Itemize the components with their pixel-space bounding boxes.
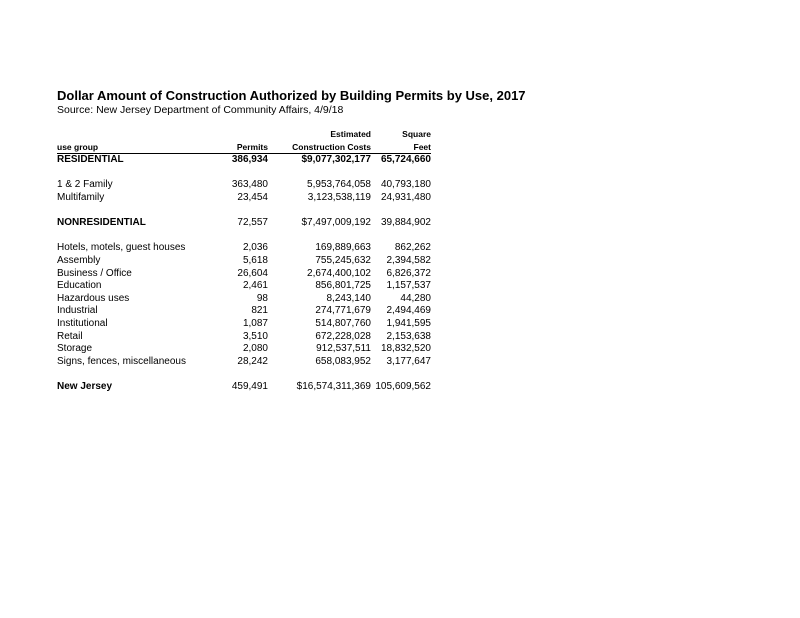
row-label: Assembly [57, 254, 101, 266]
header-use-group: use group [57, 141, 217, 154]
document-title: Dollar Amount of Construction Authorized by Building Permits by Use, 2017 [57, 88, 526, 103]
header-row-1 [57, 128, 431, 141]
table-row-education [57, 280, 431, 293]
row-permits: 3,510 [242, 330, 268, 342]
row-feet: 2,394,582 [386, 254, 431, 266]
row-permits: 459,491 [231, 380, 268, 392]
header-square: Square [402, 129, 431, 139]
header-row-2 [57, 141, 431, 154]
row-feet: 6,826,372 [386, 267, 431, 279]
row-label: Institutional [57, 317, 108, 329]
row-costs: 3,123,538,119 [307, 191, 371, 203]
row-feet: 862,262 [394, 242, 431, 254]
row-permits: 26,604 [237, 267, 268, 279]
row-label: Hotels, motels, guest houses [57, 242, 186, 254]
row-costs: 514,807,760 [315, 317, 371, 329]
row-permits: 363,480 [231, 179, 268, 191]
row-costs: 5,953,764,058 [307, 179, 371, 191]
header-permits: Permits [217, 141, 268, 154]
spacer-row [57, 205, 431, 218]
spacer-row [57, 230, 431, 243]
row-permits: 1,087 [242, 317, 268, 329]
row-feet: 24,931,480 [380, 191, 431, 203]
table-row-retail [57, 331, 431, 344]
row-label: Business / Office [57, 267, 132, 279]
row-permits: 23,454 [237, 191, 268, 203]
source-note: Source: New Jersey Department of Community Affairs, 4/9/18 [57, 104, 344, 116]
row-feet: 105,609,562 [375, 380, 431, 392]
row-feet: 44,280 [400, 292, 431, 304]
row-label: Industrial [57, 305, 98, 317]
row-label: Education [57, 280, 102, 292]
header-estimated: Estimated [330, 129, 371, 139]
row-costs: $9,077,302,177 [301, 154, 371, 166]
table-row-multifamily [57, 192, 431, 205]
row-label: Retail [57, 330, 83, 342]
row-permits: 72,557 [237, 217, 268, 229]
row-costs: 856,801,725 [315, 280, 371, 292]
row-costs: 912,537,511 [316, 343, 371, 355]
row-feet: 2,494,469 [386, 305, 431, 317]
row-feet: 1,157,537 [386, 280, 431, 292]
row-costs: 658,083,952 [315, 355, 371, 367]
row-label: RESIDENTIAL [57, 154, 124, 166]
table-row-family12 [57, 179, 431, 192]
row-costs: 672,228,028 [315, 330, 371, 342]
header-construction-costs: Construction Costs [268, 141, 371, 154]
row-costs: $7,497,009,192 [301, 217, 371, 229]
row-permits: 28,242 [237, 355, 268, 367]
row-costs: 755,245,632 [315, 254, 371, 266]
row-permits: 5,618 [242, 254, 268, 266]
row-feet: 1,941,595 [386, 317, 431, 329]
row-feet: 65,724,660 [380, 154, 431, 166]
row-permits: 386,934 [231, 154, 268, 166]
row-label: Multifamily [57, 191, 105, 203]
row-feet: 3,177,647 [386, 355, 431, 367]
row-costs: 274,771,679 [315, 305, 371, 317]
row-permits: 2,461 [242, 280, 268, 292]
table-row-industrial [57, 305, 431, 318]
table-row-hazardous [57, 293, 431, 306]
spacer-row [57, 167, 431, 180]
table-row-hotels [57, 242, 431, 255]
row-label: Storage [57, 343, 93, 355]
row-label: 1 & 2 Family [57, 179, 113, 191]
header-use-group-top [57, 128, 217, 141]
table-row-new-jersey [57, 381, 431, 394]
header-feet: Feet [371, 141, 431, 154]
row-costs: 169,889,663 [315, 242, 371, 254]
row-feet: 18,832,520 [380, 343, 431, 355]
row-feet: 39,884,902 [380, 217, 431, 229]
row-permits: 821 [251, 305, 268, 317]
row-costs: $16,574,311,369 [296, 380, 371, 392]
row-label: New Jersey [57, 380, 113, 392]
spacer-row [57, 368, 431, 381]
header-permits-top [217, 128, 268, 141]
row-permits: 98 [256, 292, 268, 304]
row-costs: 2,674,400,102 [307, 267, 371, 279]
table-row-nonresidential [57, 217, 431, 230]
row-feet: 2,153,638 [386, 330, 431, 342]
row-label: Hazardous uses [57, 292, 130, 304]
table-row-institutional [57, 318, 431, 331]
permits-table [57, 128, 431, 393]
table-row-assembly [57, 255, 431, 268]
row-label: NONRESIDENTIAL [57, 217, 146, 229]
row-label: Signs, fences, miscellaneous [57, 355, 186, 367]
row-permits: 2,036 [242, 242, 268, 254]
table-row-residential [57, 154, 431, 167]
table-row-signs [57, 356, 431, 369]
table-row-storage [57, 343, 431, 356]
row-feet: 40,793,180 [380, 179, 431, 191]
row-permits: 2,080 [242, 343, 268, 355]
row-costs: 8,243,140 [326, 292, 371, 304]
table-row-business [57, 268, 431, 281]
